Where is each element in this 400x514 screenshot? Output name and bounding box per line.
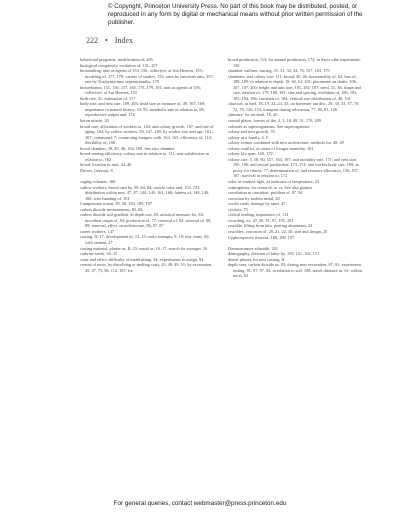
index-entry: chambers, and colony size, 111; brood, 40, 46; horizontality of, 62; loss of, 188, 189; in relation to depth, 19, 60, 61, 101; placement on shafts, 106–107, 107, 200; height and unit size, 181–182, 187; need, 31, 36; shape and size, rotation of, 179, 180, 181; size and spacing, evolution of, 180, 182, 183, 184, 186; variation of, 184; vertical size distribution of, 46, 101 xyxy=(228,73,361,101)
index-column-right xyxy=(228,57,363,279)
index-entry: charcoal, as fuel, 18–19, 22–23, 45; on harvester ant disc, 29, 30, 33, 57, 70, 72, 79, 126, 134; transport during relocation, 77, 80, 81, 126 xyxy=(228,101,360,112)
index-entry: colony and nest growth, 70 xyxy=(228,129,275,135)
index-entry: brood, location in nest, 44–46 xyxy=(80,162,132,168)
copyright-notice: © Copyright, Princeton University Press. No part of this book may be distributed, posted, or reproduced in any form by digital or mechanical means without prior written permission of the publisher. xyxy=(108,3,363,26)
index-column-left xyxy=(80,57,215,273)
footer-contact: For general queries, contact webmaster@press.princeton.edu xyxy=(113,500,287,507)
index-entry: biotuebation, 151, 156, 157, 165, 178–179, 181; ants as agents of 156; collective, at Ant Heaven, 155 xyxy=(80,84,201,96)
index-entry: corrosion by molten metal, 20 xyxy=(228,195,280,201)
index-entry: depth cues, carbon dioxide as, 83; during nest excavation, 87, 91; experiment testing, 91, 97, 97, 92; in relation to soil, 108; travel distance as, 61; within nests, 82 xyxy=(228,262,362,279)
index-entry: career workers, 147 xyxy=(80,228,114,234)
index-entry: Camponotus ocreat, 85, 58, 183, 189, 197 xyxy=(80,201,152,207)
index-entry: colony as a family, 4, 5 xyxy=(228,134,268,140)
index-entry: cathrine seeds, 34–35 xyxy=(80,251,118,257)
index-entry: colony census combined with nest architecture, methods for, 48, 49 xyxy=(228,140,344,146)
index-entry: Brown, Grayson, 8 xyxy=(80,167,113,173)
index-entry: colony life span, 160, 172 xyxy=(228,151,273,157)
index-entry: boron nitride, 20 xyxy=(80,118,109,124)
index-entry: critical reading, importance of, 114 xyxy=(228,212,289,218)
index-entry: coastal plains, forests of the, 2, 3, 18, 49, 51, 176, 209 xyxy=(228,118,321,124)
index-entry: biomantling, ants as agents of 153, 156; collective, at Ant Heaven, 155; modeling of, 177, 178; variety of studies, 153; rates by harvester ants, 157; rate by Trachymyrmex septentrionalis, 179 xyxy=(80,68,214,85)
index-entry: cowlit cards, damage by sand, 47 xyxy=(228,201,286,207)
index-entry: brood care, allocation of workers to, 144; and colony growth, 167; and rate of aging, 162; by callow workers, 59, 147–149; by worker size and age, 161–167; communal, 7; connecting foragers with, 164, 165; efficiency of, 114; flexibility of, 168 xyxy=(80,123,214,146)
index-entry: census of nests, by dissolving or melting casts, 45, 49, 49, 51; by excavation, 45, 47, 75, 86, 112, 167; for xyxy=(80,262,213,273)
index-entry: crucible, lifting from kiln, pouring aluminum, 24 xyxy=(228,223,313,229)
index-entry: colonies as superorganisms. See superorganism xyxy=(228,123,310,129)
index-entry: crickets, 75 xyxy=(228,206,248,212)
index-entry: colony size, 5, 58, 80, 157, 164, 167; and mortality rate, 171; and nest size, 190, 196; and sexual production, 173–174; and worker body size, 169; as proxy for fitness, 77; determination of, and resource allocation, 156–157, 167; survival in relation to, 172 xyxy=(228,156,360,179)
index-entry: brood-rearing efficiency, colony size in relation to, 111; nest subdivision in relation to, 162 xyxy=(80,151,209,162)
index-entry: brood production, 113; for annual production, 172; in Sayts cake experiment, 130 xyxy=(228,57,361,68)
index-entry: body size, and nest size, 169, 203; head size as measure of, 49, 167, 169; importance in natural history, 54, 55; metabolic rate in relation to, 68; reproductive output and, 174 xyxy=(80,101,206,118)
index-entry: chimney, for air draft, 18, 20 xyxy=(228,112,278,118)
index-entry: dental plaster, for nest casting, II xyxy=(228,256,285,262)
index-entry: behavioral programs, modification of, 205 xyxy=(80,57,153,62)
page-header xyxy=(86,36,133,45)
index-entry: carbon dioxide measurement, 83–84 xyxy=(80,206,143,212)
index-entry: crucibles, corrosion of, 20–21, 22, 30; size and design, 25 xyxy=(228,228,328,234)
index-entry: correlation as causation, problem of, 87, 94 xyxy=(228,190,303,196)
index-entry: birth rate, 41; estimation of, 117 xyxy=(80,95,136,101)
index-entry: colony conflict, as cause of forager mortality, 161 xyxy=(228,145,314,151)
index-entry: chamber outlines, tracing, 31, 31, 32, 34, 76, 167, 163, 175 xyxy=(228,68,330,74)
index-entry: casting, II–17; development of, 13–15; early attempts, 9, 10; tiny vents, 60; with cement, 27 xyxy=(80,234,210,245)
index-entry: casting material, plaster as, II–15; metal as, 16–17; search for stronger, 16 xyxy=(80,245,208,251)
index-entry: caste and effect, difficulty of establishing, 94; experiments to assign, 94 xyxy=(80,256,204,262)
index-entry: carbon dioxide soil gradient, as depth cue, 83; artistical measure for, 84; microbial origin of, 84; production of, 77; removal of, 84; reversal of, 88, 89; removal, effect on architecture, 86, 87, 87 xyxy=(80,212,212,229)
index-entry: brood chamber, 39, 40, 46, 164, 168. See also chamber xyxy=(80,145,175,151)
index-entry: contraptions, for research, or vs. See also gizmos xyxy=(228,184,313,190)
index-entry: color of emitted light, as indicator of temperature, 23 xyxy=(228,179,320,185)
index-entry: callow workers, brood care by, 59–64, 84; cuticle color and, 153, 152; distribution within nest, 47, 87, 148–149, 161, 168; fatness of, 148–149, 168; wire banding of, 161 xyxy=(80,184,210,201)
index-entry: Cyphomyrmex rimosus, 188, 188, 197 xyxy=(228,234,295,240)
index-entry: crowding, ex, 47, 50, 81, 97, 195, 201 xyxy=(228,217,294,223)
index-entry: Dasmomirmex schmidti, 201 xyxy=(228,245,279,251)
header-title: Index xyxy=(114,36,134,45)
page-number: 222 xyxy=(86,36,98,45)
index-entry: demography, division of labor by, 159, 161–162, 171 xyxy=(228,251,320,257)
header-bullet: • xyxy=(105,36,108,45)
index-entry: biological complexity, evolution of, 151–157 xyxy=(80,62,158,68)
index-entry: caging colonies, 160 xyxy=(80,178,116,184)
